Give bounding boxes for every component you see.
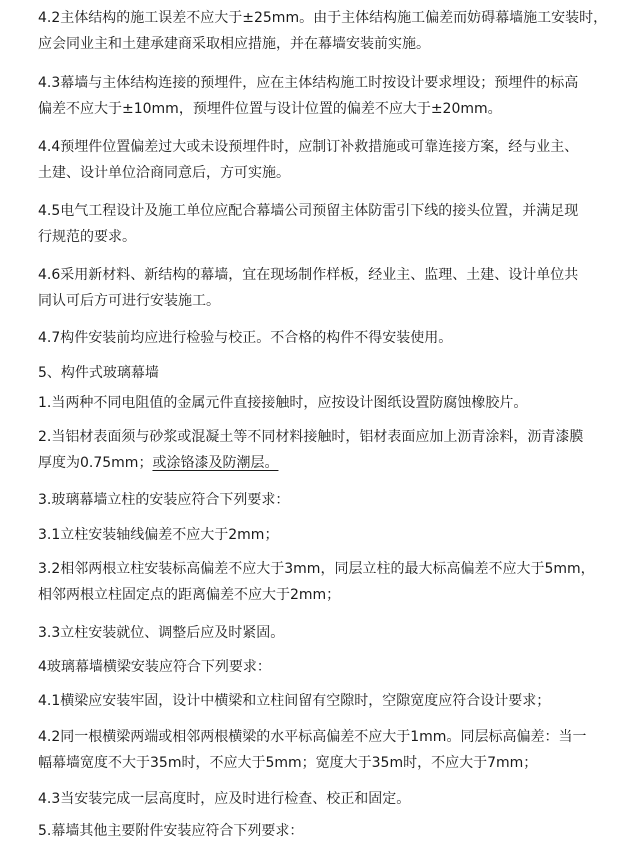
text-line: 土建、设计单位洽商同意后，方可实施。 (38, 165, 290, 181)
text-line: 4.6采用新材料、新结构的幕墙，宜在现场制作样板，经业主、监理、土建、设计单位共 (38, 267, 579, 283)
text-segment: 厚度为0.75mm； (38, 455, 153, 471)
text-line: 4.3当安装完成一层高度时，应及时进行检查、校正和固定。 (38, 791, 411, 807)
text-line: 4.5电气工程设计及施工单位应配合幕墙公司预留主体防雷引下线的接头位置，并满足现 (38, 203, 579, 219)
text-line: 同认可后方可进行安装施工。 (38, 293, 220, 309)
paragraph-4-3 (38, 70, 604, 122)
text-line: 相邻两根立柱固定点的距离偏差不应大于2mm； (38, 587, 341, 603)
text-line: 1.当两种不同电阻值的金属元件直接接触时，应按设计图纸设置防腐蚀橡胶片。 (38, 395, 528, 411)
underlined-text: 或涂铬漆及防潮层。 (152, 455, 279, 471)
text-line: 3.1立柱安装轴线偏差不应大于2mm； (38, 527, 279, 543)
text-line (38, 450, 604, 476)
text-line: 4.2同一根横梁两端或相邻两根横梁的水平标高偏差不应大于1mm。同层标高偏差：当一 (38, 729, 587, 745)
paragraph-4-3b (38, 786, 604, 812)
text-line: 5.幕墙其他主要附件安装应符合下列要求： (38, 823, 304, 839)
text-line: 3.玻璃幕墙立柱的安装应符合下列要求： (38, 492, 290, 508)
text-line: 4.3幕墙与主体结构连接的预埋件，应在主体结构施工时按设计要求埋设；预埋件的标高 (38, 75, 579, 91)
paragraph-4-2b (38, 724, 604, 776)
paragraph-item-2 (38, 424, 604, 476)
text-line: 应会同业主和土建承建商采取相应措施，并在幕墙安装前实施。 (38, 36, 430, 52)
section-heading-5 (38, 360, 604, 386)
paragraph-item-3 (38, 487, 604, 513)
text-line: 偏差不应大于±10mm，预埋件位置与设计位置的偏差不应大于±20mm。 (38, 101, 502, 117)
text-line: 4.7构件安装前均应进行检验与校正。不合格的构件不得安装使用。 (38, 330, 453, 346)
section-title: 5、构件式玻璃幕墙 (38, 365, 159, 381)
paragraph-item-1 (38, 390, 604, 416)
paragraph-4-7 (38, 325, 604, 351)
text-line: 幅幕墙宽度不大于35m时，不应大于5mm；宽度大于35m时，不应大于7mm； (38, 755, 538, 771)
text-line: 4.1横梁应安装牢固，设计中横梁和立柱间留有空隙时，空隙宽度应符合设计要求； (38, 693, 551, 709)
paragraph-4-5 (38, 198, 604, 250)
text-line: 4.4预埋件位置偏差过大或未设预埋件时，应制订补救措施或可靠连接方案，经与业主、 (38, 139, 579, 155)
text-line: 行规范的要求。 (38, 229, 136, 245)
text-line: 4玻璃幕墙横梁安装应符合下列要求： (38, 659, 271, 675)
paragraph-item-5 (38, 818, 604, 844)
paragraph-3-2 (38, 556, 604, 608)
paragraph-4-1b (38, 688, 604, 714)
text-line: 3.3立柱安装就位、调整后应及时紧固。 (38, 625, 285, 641)
paragraph-4-2 (38, 5, 608, 57)
paragraph-4-6 (38, 262, 604, 314)
text-line: 3.2相邻两根立柱安装标高偏差不应大于3mm，同层立柱的最大标高偏差不应大于5mm， (38, 561, 595, 577)
text-line: 4.2主体结构的施工误差不应大于±25mm。由于主体结构施工偏差而妨碍幕墙施工安装时， (38, 10, 608, 26)
text-line: 2.当铝材表面须与砂浆或混凝土等不同材料接触时，铝材表面应加上沥青涂料，沥青漆膜 (38, 429, 584, 445)
paragraph-3-3 (38, 620, 604, 646)
paragraph-item-4 (38, 654, 604, 680)
paragraph-3-1 (38, 522, 604, 548)
paragraph-4-4 (38, 134, 604, 186)
